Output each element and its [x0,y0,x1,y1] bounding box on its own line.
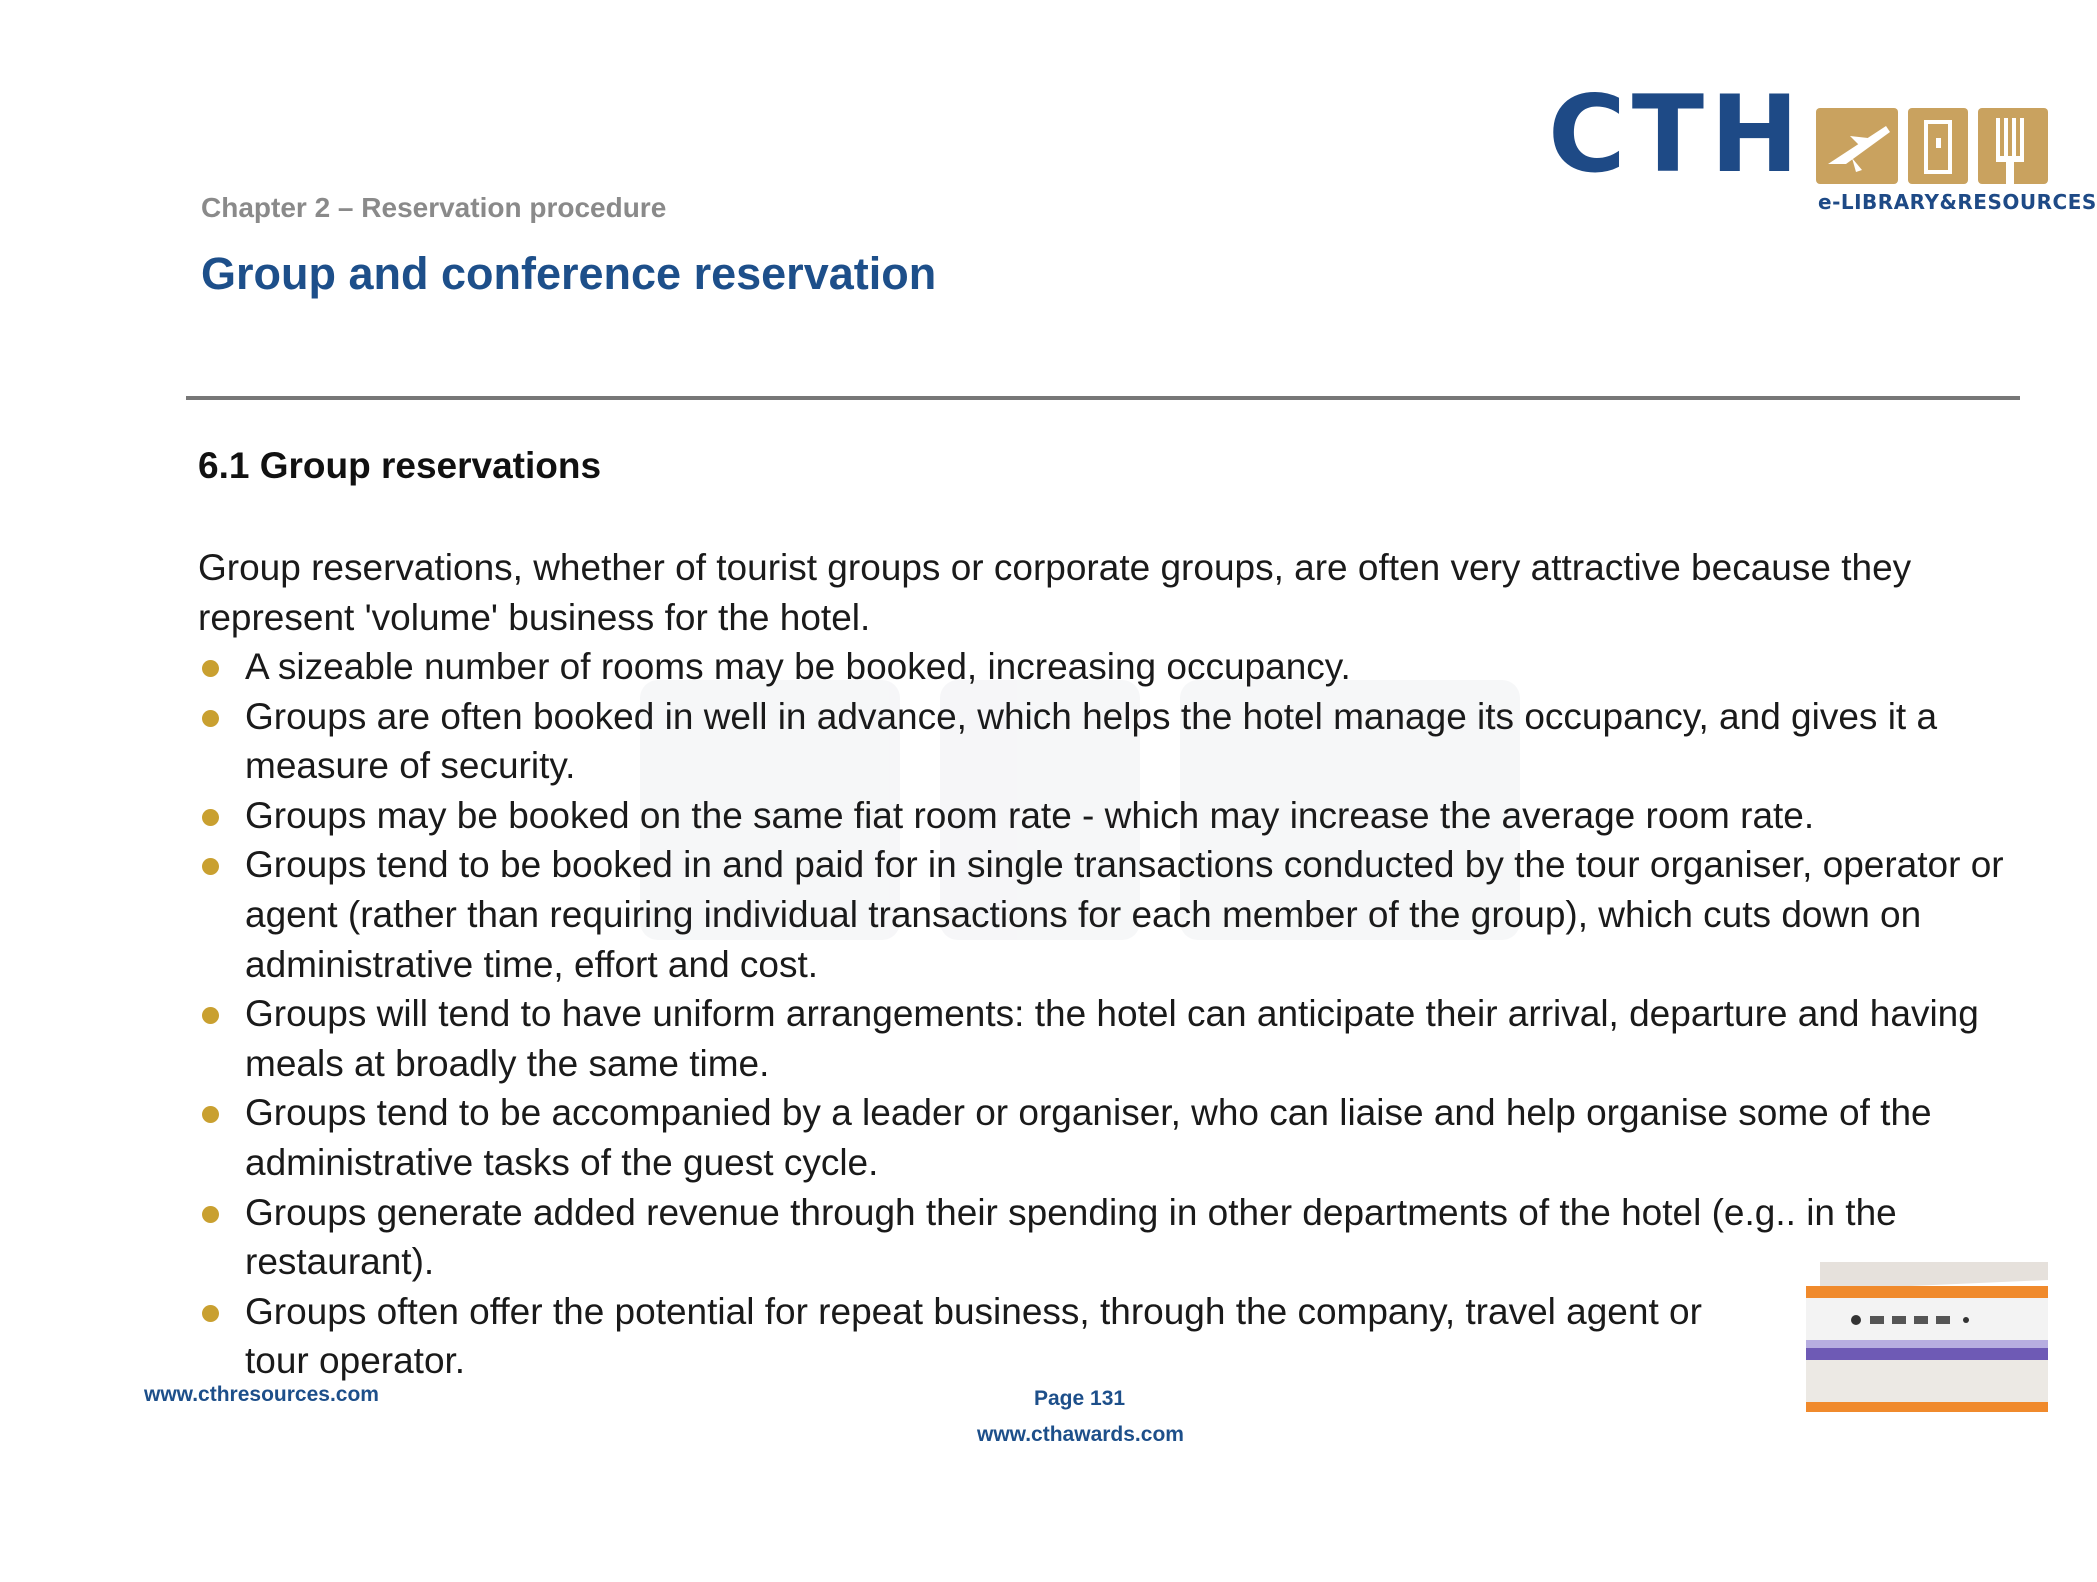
list-item [198,840,2008,989]
list-item-text: Groups generate added revenue through their spending in other departments of the hotel (e.g.. in the restaurant). [245,1191,1897,1283]
list-item [198,642,2008,692]
list-item-text: Groups tend to be booked in and paid for in single transactions conducted by the tour organiser, operator or agent (rather than requiring individual transactions for each member of the group), which cuts down on administrative time, effort and cost. [245,844,2004,985]
intro-paragraph [198,543,1998,642]
bullet-icon [202,858,219,875]
list-item-text: Groups will tend to have uniform arrangements: the hotel can anticipate their arrival, departure and having meals at broadly the same time. [245,993,1979,1084]
list-item [198,1188,2008,1287]
list-item [198,989,2008,1088]
list-item-text: Groups often offer the potential for repeat business, through the company, travel agent or tour operator. [245,1290,1702,1382]
list-item [198,791,2008,841]
chapter-label: Chapter 2 – Reservation procedure [201,192,667,223]
logo-letters: CTH [1548,73,1805,196]
bullet-icon [202,660,219,677]
bullet-icon [202,809,219,826]
intro-text: Group reservations, whether of tourist groups or corporate groups, are often very attractive because they represent 'volume' business for the hotel. [198,547,1912,638]
list-item [198,1088,2008,1187]
books-icon [1800,1262,2048,1432]
cth-logo [1548,73,2097,220]
list-item [198,1287,2008,1386]
divider [186,396,2020,400]
page-number: Page 131 [1034,1387,1126,1410]
section-heading: 6.1 Group reservations [198,445,602,486]
bullet-icon [202,1106,219,1123]
list-item-text: Groups tend to be accompanied by a leader or organiser, who can liaise and help organise some of the administrative tasks of the guest cycle. [245,1092,1932,1183]
list-item [198,692,2008,791]
bullet-icon [202,1007,219,1024]
list-item-text: A sizeable number of rooms may be booked, increasing occupancy. [245,646,1351,687]
list-item-text: Groups may be booked on the same fiat room rate - which may increase the average room rate. [245,794,1815,836]
plane-icon [1816,108,1898,184]
fork-icon [1978,108,2048,184]
footer-awards-link[interactable]: www.cthawards.com [977,1423,1184,1446]
logo-subtitle: e-LIBRARY&RESOURCES [1818,190,2097,214]
bullet-icon [202,1305,219,1322]
list-item-text: Groups are often booked in well in advance, which helps the hotel manage its occupancy, and gives it a measure of security. [245,695,1938,787]
page-title: Group and conference reservation [201,248,937,299]
bullet-icon [202,1206,219,1223]
bullet-list [198,642,2008,1386]
hotel-door-icon [1908,108,1968,184]
bullet-icon [202,710,219,727]
footer-website-link[interactable]: www.cthresources.com [144,1383,379,1406]
